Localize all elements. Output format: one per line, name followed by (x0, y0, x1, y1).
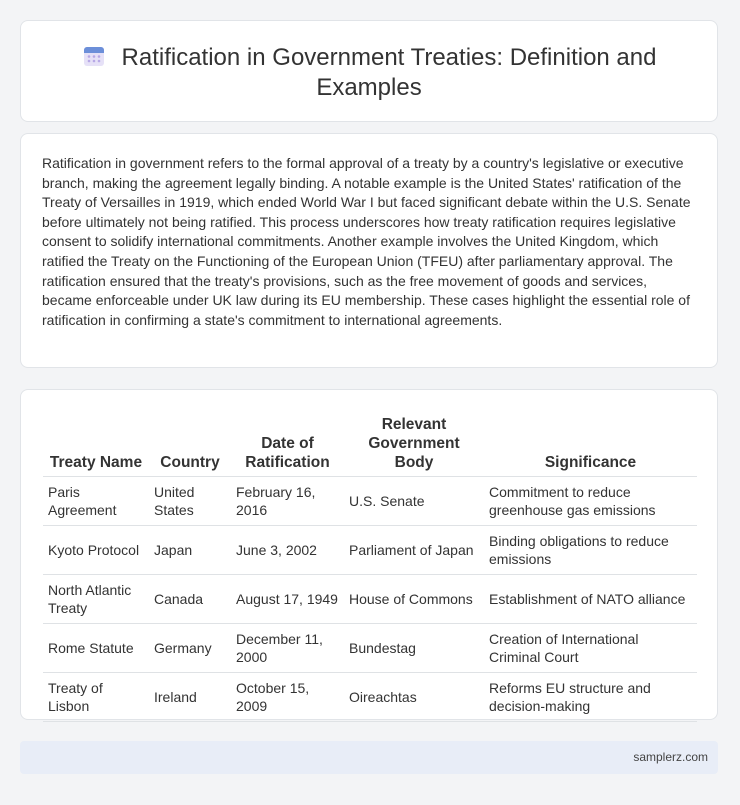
column-header: Significance (484, 411, 697, 477)
table-cell: Creation of International Criminal Court (484, 624, 697, 673)
table-cell: Parliament of Japan (344, 526, 484, 575)
table-header-row (43, 411, 697, 477)
column-header: Date of Ratification (231, 411, 344, 477)
table-cell: June 3, 2002 (231, 526, 344, 575)
table-row (43, 526, 697, 575)
table-cell: Canada (149, 575, 231, 624)
column-header: Treaty Name (43, 411, 149, 477)
description-text: Ratification in government refers to the formal approval of a treaty by a country's legislative or executive branch, making the agreement legally binding. A notable example is the United States' ratification of the Treaty of Versailles in 1919, which ended World War I but faced significant debate within the U.S. Senate before ultimately not being ratified. This process underscores how treaty ratification requires legislative consent to solidify international commitments. Another example involves the United Kingdom, which ratified the Treaty on the Functioning of the European Union (TFEU) after parliamentary approval. The ratification ensured that the treaty's provisions, such as the free movement of goods and services, became enforceable under UK law during its EU membership. These cases highlight the essential role of ratification in confirming a state's commitment to international agreements. (42, 155, 691, 328)
description-card (20, 133, 718, 368)
table-cell: August 17, 1949 (231, 575, 344, 624)
page-title-wrap (21, 43, 717, 103)
table-cell: Binding obligations to reduce emissions (484, 526, 697, 575)
table-card (20, 389, 718, 720)
table-cell: U.S. Senate (344, 477, 484, 526)
table-cell: Paris Agreement (43, 477, 149, 526)
calendar-icon (82, 44, 106, 68)
table-cell: Oireachtas (344, 673, 484, 722)
table-cell: February 16, 2016 (231, 477, 344, 526)
table-cell: Commitment to reduce greenhouse gas emissions (484, 477, 697, 526)
table-cell: October 15, 2009 (231, 673, 344, 722)
table-cell: December 11, 2000 (231, 624, 344, 673)
table-cell: Ireland (149, 673, 231, 722)
table-cell: North Atlantic Treaty (43, 575, 149, 624)
table-cell: United States (149, 477, 231, 526)
table-cell: Kyoto Protocol (43, 526, 149, 575)
treaty-table (43, 411, 697, 722)
table-row (43, 624, 697, 673)
column-header: Relevant Government Body (344, 411, 484, 477)
footer-bar (20, 741, 718, 774)
table-cell: Treaty of Lisbon (43, 673, 149, 722)
footer-site-link[interactable]: samplerz.com (633, 750, 708, 764)
table-cell: Bundestag (344, 624, 484, 673)
table-row (43, 673, 697, 722)
table-cell: House of Commons (344, 575, 484, 624)
table-cell: Germany (149, 624, 231, 673)
table-row (43, 477, 697, 526)
table-cell: Reforms EU structure and decision-making (484, 673, 697, 722)
page-title: Ratification in Government Treaties: Definition and Examples (121, 44, 657, 101)
table-row (43, 575, 697, 624)
table-cell: Japan (149, 526, 231, 575)
table-cell: Establishment of NATO alliance (484, 575, 697, 624)
table-cell: Rome Statute (43, 624, 149, 673)
column-header: Country (149, 411, 231, 477)
title-card (20, 20, 718, 122)
